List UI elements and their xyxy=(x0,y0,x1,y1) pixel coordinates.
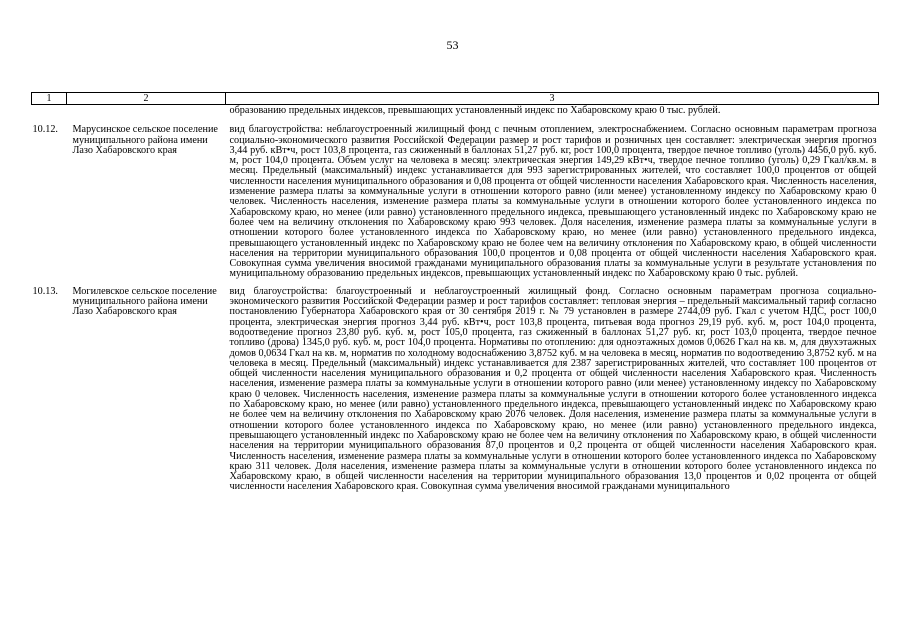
page-number: 53 xyxy=(446,38,459,52)
continuation-num xyxy=(32,105,67,126)
settlement-description: вид благоустройства: благоустроенный и неблагоустроенный жилищный фонд. Согласно основным параметрам прогноза социально-экономического развития Российской Федерации размер и рост тарифов составляет: тепловая энергия – предельный максимальный тариф согласно постановлению Губернатора Хабаровского края от 30 сентября 2019 г. № 79 установлен в размере 2744,09 руб. Гкал с учетом НДС, рост 100,0 процента, электрическая энергия прогноз 3,44 руб. кВт•ч, рост 103,8 процента, питьевая вода прогноз 29,19 руб. куб. м, рост 104,0 процента, водоотведение прогноз 23,80 руб. куб. м, рост 105,0 процента, газ сжиженный в баллонах 51,27 руб. кг, рост 103,0 процента, твердое печное топливо (дрова) 1345,0 руб. куб. м, рост 104,0 процента. Нормативы по отоплению: для одноэтажных домов 0,0626 Гкал на кв. м, для двухэтажных домов 0,0634 Гкал на кв. м, норматив по холодному водоснабжению 3,8752 куб. м на человека в месяц, норматив по водоотведению 3,8752 куб. м на человека в месяц. Предельный (максимальный) индекс устанавливается для 2387 зарегистрированных жителей, что составляет 100 процентов от общей численности населения муниципального образования и 0,2 процента от общей численности населения Хабаровского края. Численность населения, изменение размера платы за коммунальные услуги в отношении которого равно (или менее) установленному индексу по Хабаровскому краю 0 человек. Численность населения, изменение размера платы за коммунальные услуги в отношении которого более установленного индекса по Хабаровскому краю, но менее (или равно) установленного предельного индекса, превышающего установленный индекс по Хабаровскому краю не более чем на величину отклонения по Хабаровскому краю 2076 человек. Доля населения, изменение размера платы за коммунальные услуги в отношении которого более установленного индекса по Хабаровскому краю, но менее (или равно) установленного предельного индекса, превышающего установленный индекс по Хабаровскому краю не более чем на величину отклонения по Хабаровскому краю, в общей численности населения на территории муниципального образования 87,0 процентов и 0,2 процента от общей численности населения Хабаровского края. Численность населения, изменение размера платы за коммунальные услуги в отношении которого более установленного индекса по Хабаровскому краю 311 человек. Доля населения, изменение размера платы за коммунальные услуги в отношении которого более установленного индекса по Хабаровскому краю, в общей численности населения на территории муниципального образования 13,0 процентов и 0,02 процента от общей численности населения Хабаровского края. Совокупная сумма увеличения вносимой гражданами муниципального xyxy=(229,285,877,493)
row-number: 10.12. xyxy=(32,124,58,136)
row-number: 10.13. xyxy=(32,285,58,297)
header-col-1: 1 xyxy=(32,93,67,105)
header-col-2: 2 xyxy=(67,93,226,105)
table-row xyxy=(32,125,879,286)
header-col-3: 3 xyxy=(226,93,879,105)
continuation-text: образованию предельных индексов, превышающих установленный индекс по Хабаровскому краю 0 тыс. рублей. xyxy=(226,105,879,126)
settlement-description: вид благоустройства: неблагоустроенный жилищный фонд с печным отоплением, электроснабжением. Согласно основным параметрам прогноза социально-экономического развития Российской Федерации размер и рост тарифов и розничных цен составляет: электрическая энергия прогноз 3,44 руб. кВт•ч, рост 103,8 процента, газ сжиженный в баллонах 51,27 руб. кг, рост 100,0 процента, твердое печное топливо (уголь) 4456,0 руб. куб. м, рост 104,0 процента. Объем услуг на человека в месяц: электрическая энергия 149,29 кВт•ч, твердое печное топливо (уголь) 0,29 Гкал/кв.м. в месяц. Предельный (максимальный) индекс устанавливается для 993 зарегистрированных жителей, что составляет 100,0 процентов от общей численности населения муниципального образования и 0,08 процента от общей численности населения Хабаровского края. Численность населения, изменение размера платы за коммунальные услуги в отношении которого равно (или менее) установленному индексу по Хабаровскому краю 0 человек. Численность населения, изменение размера платы за коммунальные услуги в отношении которого более установленного индекса по Хабаровскому краю, но менее (или равно) установленного предельного индекса, превышающего установленный индекс по Хабаровскому краю не более чем на величину отклонения по Хабаровскому краю 993 человек. Доля населения, изменение размера платы за коммунальные услуги в отношении которого более установленного индекса по Хабаровскому краю, но менее (или равно) установленного предельного индекса, превышающего установленный индекс по Хабаровскому краю не более чем на величину отклонения по Хабаровскому краю, в общей численности населения на территории муниципального образования 100,0 процентов и 0,08 процента от общей численности населения Хабаровского края. Совокупная сумма увеличения вносимой гражданами муниципального образования платы за коммунальные услуги в результате установления по муниципальному образованию предельных индексов, превышающих установленный индекс по Хабаровскому краю 0 тыс. рублей. xyxy=(229,124,877,280)
table-header-row xyxy=(32,93,879,105)
table-row-continuation xyxy=(32,105,879,126)
settlement-name: Марусинское сельское поселение муниципального района имени Лазо Хабаровского края xyxy=(72,124,218,156)
municipal-index-table xyxy=(31,92,879,500)
settlement-name: Могилевское сельское поселение муниципального района имени Лазо Хабаровского края xyxy=(72,285,217,318)
table-row xyxy=(32,287,879,500)
continuation-name xyxy=(67,105,226,126)
